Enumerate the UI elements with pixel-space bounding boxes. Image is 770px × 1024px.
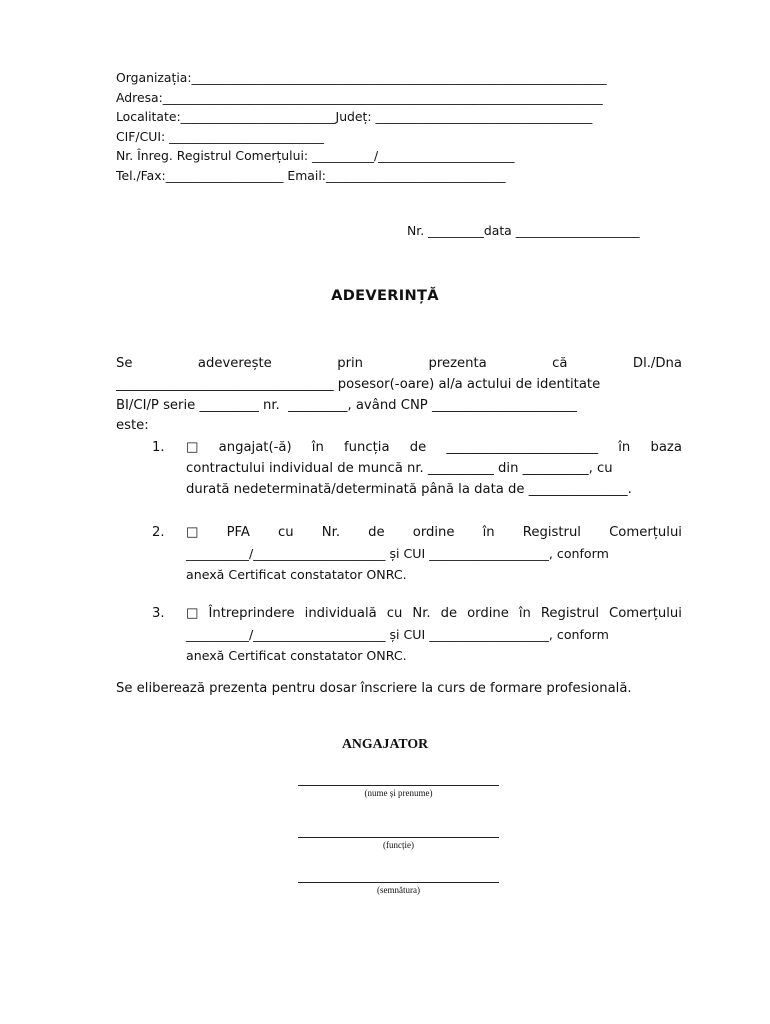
item-word: în xyxy=(618,440,631,455)
item-word: _______________________ xyxy=(446,440,599,455)
intro-paragraph xyxy=(116,354,682,437)
checkbox-icon[interactable]: □ xyxy=(186,440,199,455)
intro-word: Se xyxy=(116,356,133,371)
checkbox-icon[interactable]: □ xyxy=(186,606,199,621)
item-line-3: anexă Certificat constatator ONRC. xyxy=(186,647,407,663)
item-word: ordine xyxy=(467,606,509,621)
item-word: baza xyxy=(650,440,682,455)
employer-heading: ANGAJATOR xyxy=(341,736,429,751)
item-word: de xyxy=(440,606,458,621)
item-line-3: durată nedeterminată/determinată până la data de _______________. xyxy=(186,481,632,497)
intro-word: că xyxy=(552,356,568,371)
trade-registry-line: Nr. Înreg. Registrul Comerțului: __________/______________________ xyxy=(116,148,515,164)
item-line-2: __________/_____________________ și CUI ___________________, conform xyxy=(186,545,609,561)
item-line-1 xyxy=(186,604,682,625)
intro-line-4: este: xyxy=(116,418,149,434)
item-line-2: contractului individual de muncă nr. __________ din __________, cu xyxy=(186,460,613,476)
organization-header xyxy=(116,69,682,187)
item-word: Registrul xyxy=(522,525,581,540)
intro-word: prin xyxy=(337,356,364,371)
item-line-3: anexă Certificat constatator ONRC. xyxy=(186,566,407,582)
function-caption: (funcție) xyxy=(383,840,414,850)
signature-line xyxy=(298,882,499,883)
item-line-1 xyxy=(186,523,682,544)
item-word: PFA xyxy=(226,525,250,540)
reference-number-date: Nr. _________data ____________________ xyxy=(407,223,640,238)
item-word: de xyxy=(409,440,427,455)
item-word: funcția xyxy=(344,440,390,455)
cif-line: CIF/CUI: _________________________ xyxy=(116,128,324,144)
checkbox-icon[interactable]: □ xyxy=(186,525,199,540)
item-number: 1. xyxy=(152,440,165,455)
item-word: individuală xyxy=(304,606,377,621)
intro-line-1 xyxy=(116,354,682,375)
purpose-statement: Se eliberează prezenta pentru dosar înscriere la curs de formare profesională. xyxy=(116,681,632,696)
name-signature-line xyxy=(298,785,499,786)
address-line: Adresa:_______________________________________________________________________ xyxy=(116,89,603,105)
item-word: Registrul xyxy=(540,606,600,621)
item-word: Comerțului xyxy=(609,606,682,621)
item-word: în xyxy=(482,525,495,540)
item-number: 3. xyxy=(152,606,165,621)
employer-name-field xyxy=(298,785,499,798)
intro-line-3: BI/CI/P serie _________ nr. _________, având CNP ______________________ xyxy=(116,397,578,413)
item-word: Comerțului xyxy=(609,525,682,540)
item-word: cu xyxy=(386,606,403,621)
item-number: 2. xyxy=(152,525,165,540)
employer-function-field xyxy=(298,837,499,850)
contact-line: Tel./Fax:___________________ Email:_____________________________ xyxy=(116,167,506,183)
item-word: cu xyxy=(278,525,294,540)
signature-caption: (semnătura) xyxy=(377,885,420,895)
item-word: Nr. xyxy=(412,606,431,621)
item-word: Nr. xyxy=(321,525,341,540)
item-word: Întreprindere xyxy=(208,606,295,621)
employer-signature-field xyxy=(298,882,499,895)
item-word: în xyxy=(518,606,531,621)
item-word: în xyxy=(311,440,324,455)
organization-line: Organizația:___________________________________________________________________ xyxy=(116,70,607,85)
item-word: angajat(-ă) xyxy=(218,440,292,455)
intro-line-2: _________________________________ posesor(-oare) al/a actului de identitate xyxy=(116,376,601,392)
intro-word: prezenta xyxy=(428,356,487,371)
item-word: de xyxy=(368,525,385,540)
name-caption: (nume și prenume) xyxy=(364,788,433,798)
intro-word: Dl./Dna xyxy=(632,356,682,371)
intro-word: adeverește xyxy=(197,356,272,371)
item-line-1 xyxy=(186,438,682,459)
function-signature-line xyxy=(298,837,499,838)
item-word: ordine xyxy=(412,525,455,540)
item-line-2: __________/_____________________ și CUI ___________________, conform xyxy=(186,626,609,642)
locality-county-line: Localitate:_________________________Județ: ___________________________________ xyxy=(116,109,593,125)
document-title: ADEVERINȚĂ xyxy=(331,287,439,304)
